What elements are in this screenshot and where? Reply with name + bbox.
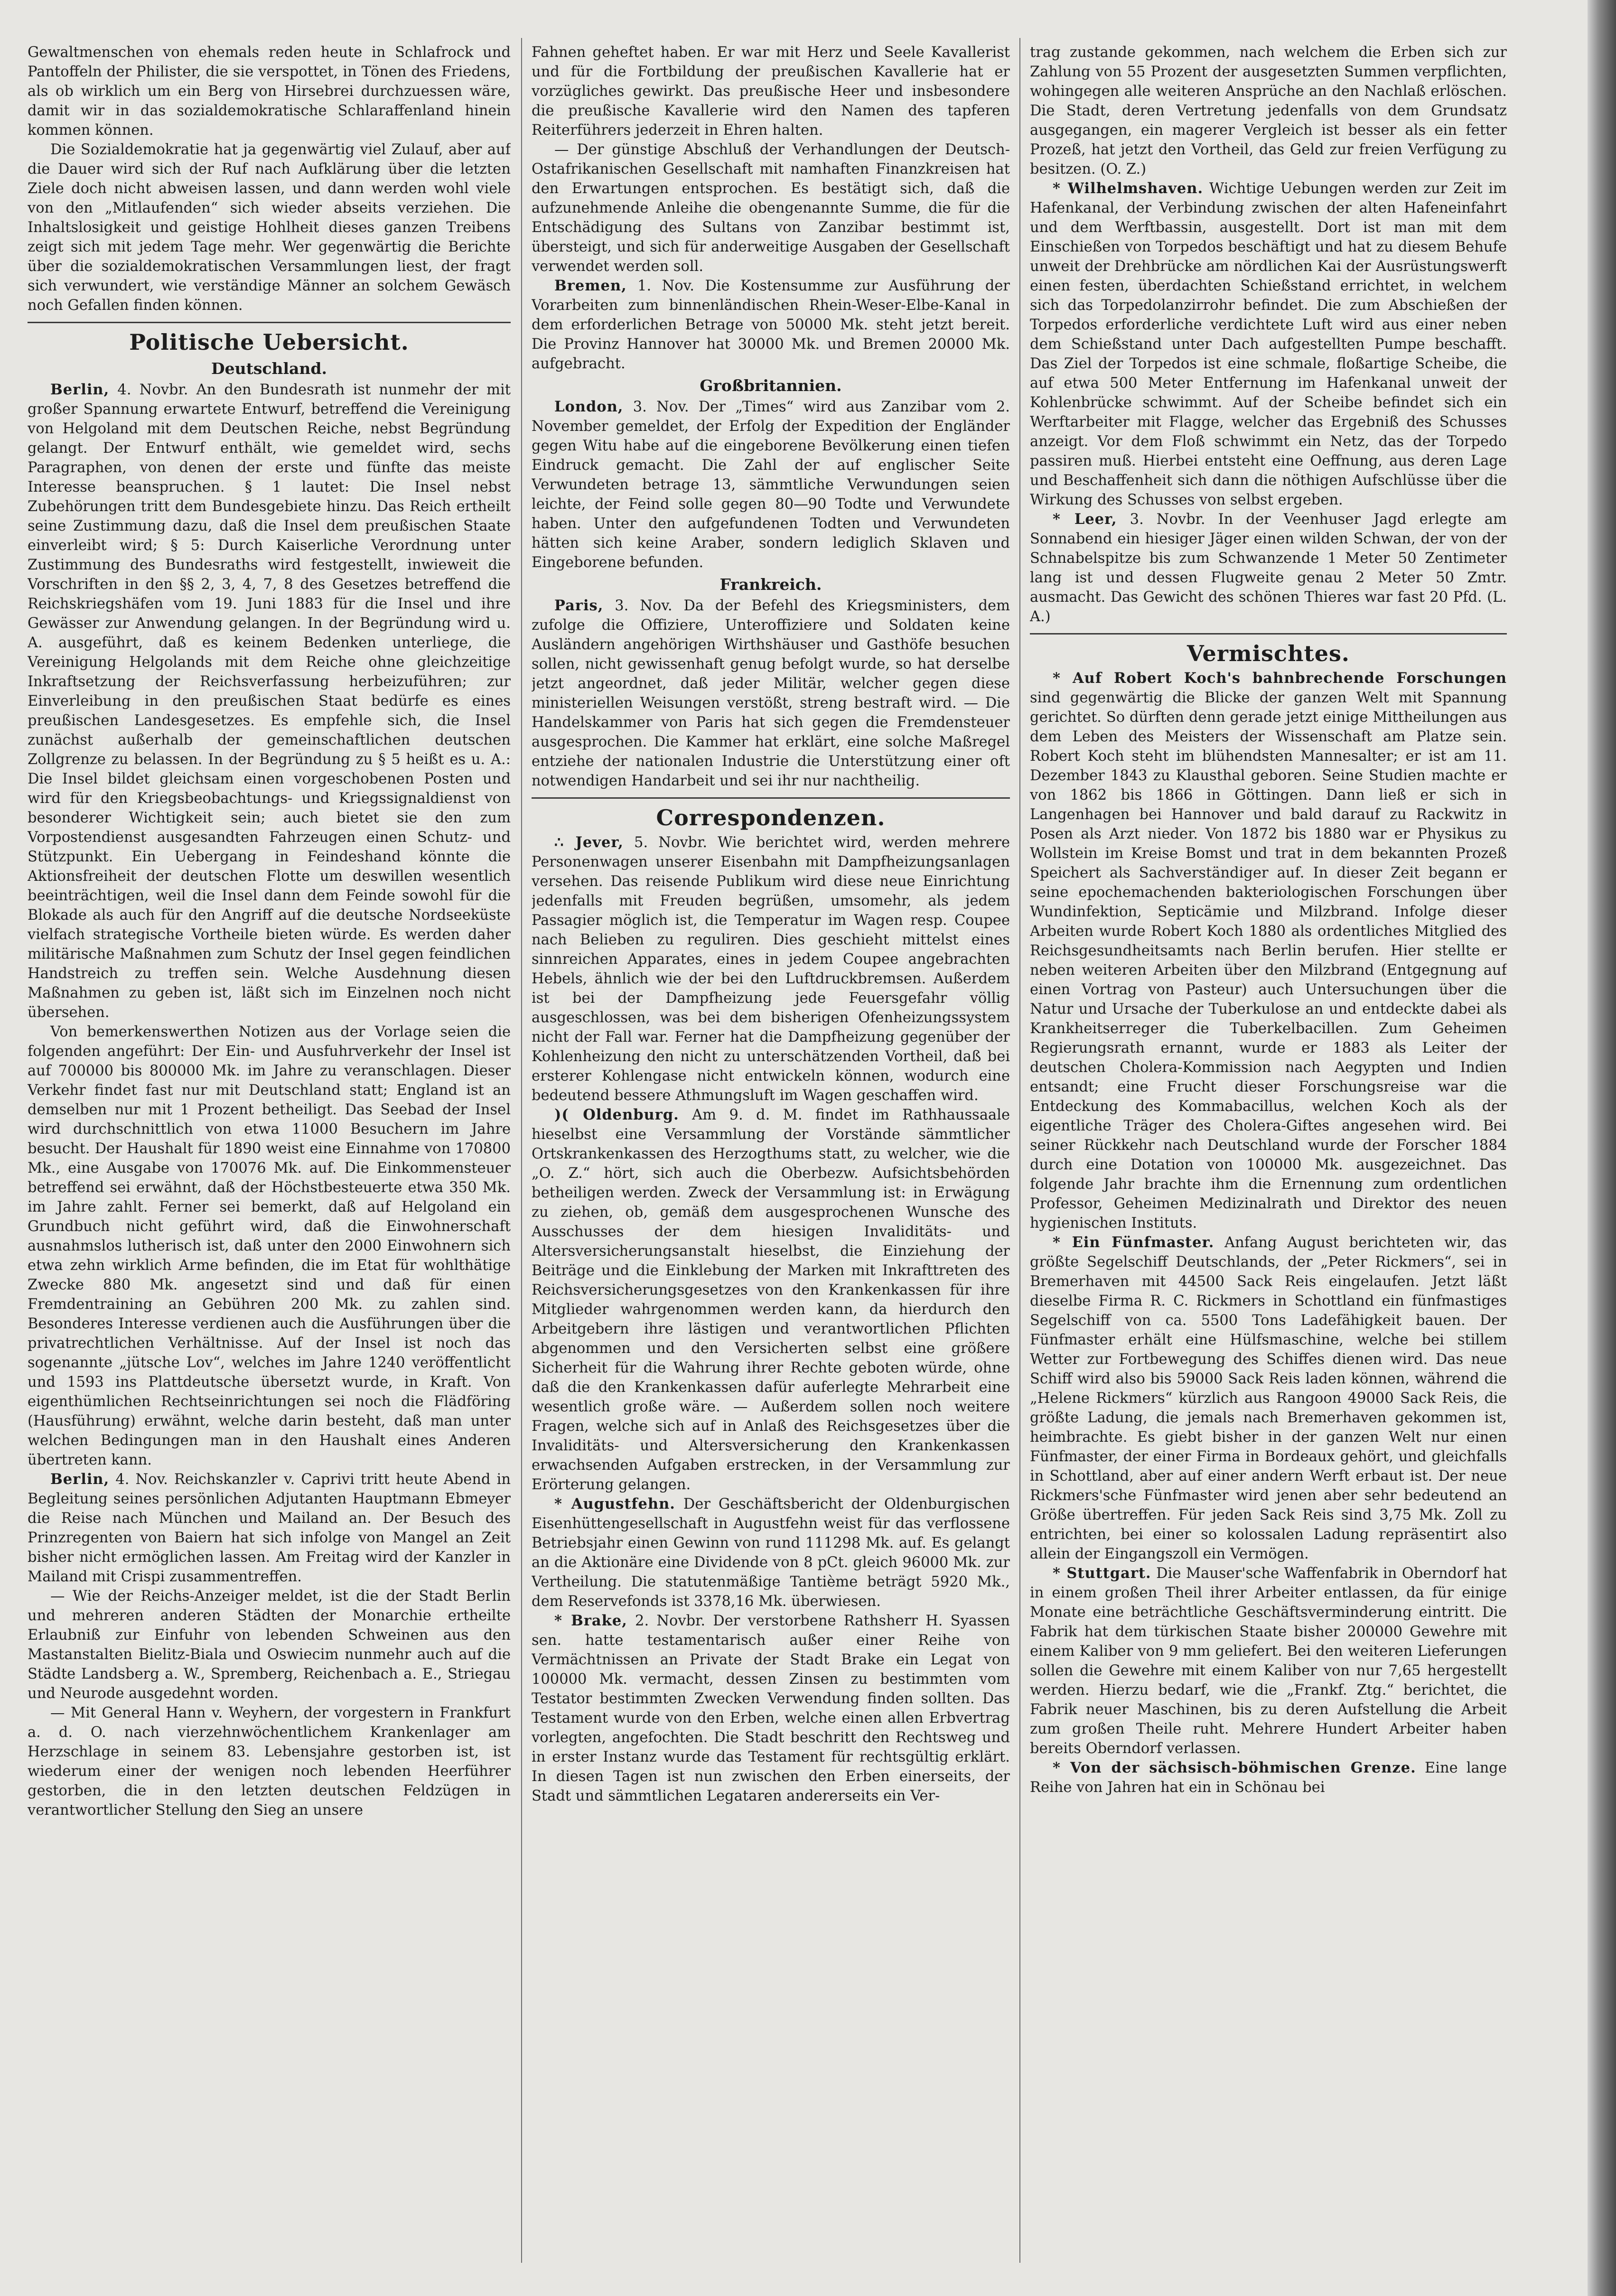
column-rule — [521, 38, 522, 2263]
country-heading: Deutschland. — [211, 359, 327, 378]
article-text: 3. Nov. Der „Times“ wird aus Zanzibar vom 2. November gemeldet, der Erfolg der Expedition der Engländer gegen Witu habe auf die eingeborene Bevölkerung einen tiefen Eindruck gemacht. Die Zahl der auf englischer Seite Verwundeten betrage 13, sämmtliche Verwundungen seien leichte, der Feind solle gegen 80—90 Todte und Verwundete haben. Unter den aufgefundenen Todten und Verwundeten hätten sich keine Araber, sondern lediglich Sklaven und Eingeborene befunden. — [532, 399, 1010, 571]
article-dateline: * Von der sächsisch-böhmischen Grenze. — [1053, 1759, 1416, 1776]
article-paragraph — [1030, 179, 1507, 510]
article-list — [532, 596, 1010, 791]
article-dateline: ∴ Jever, — [554, 834, 624, 851]
article-dateline: Berlin, — [50, 381, 110, 398]
column-middle — [532, 43, 1010, 2263]
column-rule — [1019, 38, 1020, 2263]
article-text: Der Geschäftsbericht der Oldenburgischen Eisenhüttengesellschaft in Augustfehn weist für das verflossene Betriebsjahr einen Gewinn von rund 111298 Mk. auf. Es gelangt an die Aktionäre eine Dividende von 8 pCt. gleich 96000 Mk. zur Vertheilung. Die statutenmäßige Tantième beträgt 5920 Mk., dem Reservefonds ist 3378,16 Mk. überwiesen. — [532, 1496, 1010, 1610]
article-text: 2. Novbr. Der verstorbene Rathsherr H. Syassen sen. hatte testamentarisch außer einer Reihe von Vermächtnissen an Private der Stadt Brake ein Legat von 100000 Mk. vermacht, dessen Zinsen zu bestimmten vom Testator bestimmten Zwecken Verwendung finden sollten. Das Testament wurde von den Erben, welche einen allen Erbvertrag vorlegten, angefochten. Die Stadt beschritt den Rechtsweg und in erster Instanz wurde das Testament für rechtsgültig erklärt. In diesen Tagen ist nun zwischen den Erben einerseits, der Stadt und sämmtlichen Legataren andererseits ein Ver- — [532, 1613, 1010, 1804]
article-dateline: Berlin, — [50, 1471, 110, 1488]
article-text: — Der günstige Abschluß der Verhandlungen der Deutsch-Ostafrikanischen Gesellschaft mit namhaften Finanzkreisen hat den Erwartungen entsprochen. Es bestätigt sich, daß die aufzunehmende Anleihe die obengenannte Summe, die für die Entschädigung des Sultans von Zanzibar bestimmt ist, übersteigt, und sich für anderweitige Ausgaben der Gesellschaft verwendet werden soll. — [532, 141, 1010, 275]
article-text: trag zustande gekommen, nach welchem die Erben sich zur Zahlung von 55 Prozent der ausgesetzten Summen verpflichten, wohingegen alle weiteren Ansprüche an den Nachlaß erlöschen. Die Stadt, deren Vertretung jedenfalls von dem Grundsatz ausgegangen, ein magerer Vergleich ist besser als ein fetter Prozeß, hat jetzt den Vortheil, das Geld zur freien Verfügung zu besitzen. (O. Z.) — [1030, 44, 1507, 177]
article-paragraph — [1030, 510, 1507, 626]
article-text: sind gegenwärtig die Blicke der ganzen Welt mit Spannung gerichtet. So dürften denn gerade jetzt einige Mittheilungen aus dem Leben des Meisters der Wissenschaft am Platze sein. Robert Koch steht im blühendsten Mannesalter; er ist am 11. Dezember 1843 zu Klausthal geboren. Seine Studien machte er von 1862 bis 1866 in Göttingen. Dann ließ er sich in Langenhagen bei Hannover und bald darauf zu Rackwitz in Posen als Arzt nieder. Von 1872 bis 1880 war er Physikus zu Wollstein im Kreise Bomst und trat in dem bekannten Prozeß Speichert als Sachverständiger auf. In dieser Zeit begann er seine epochemachenden bakteriologischen Forschungen über Wundinfektion, Septicämie und Milzbrand. Infolge dieser Arbeiten wurde Robert Koch 1880 als ordentliches Mitglied des Reichsgesundheitsamts nach Berlin berufen. Hier stellte er neben weiteren Arbeiten über den Milzbrand (Entgegnung auf einen Vortrag von Pasteur) auch Untersuchungen über die Natur und Ursache der Tuberkulose an und entdeckte dabei als Krankheitserreger die Tuberkelbacillen. Zum Geheimen Regierungsrath ernannt, wurde er 1883 als Leiter der deutschen Cholera-Kommission nach Aegypten und Indien entsandt; eine Frucht dieser Forschungsreise war die Entdeckung des Kommabacillus, welchen Koch als der eigentliche Träger des Cholera-Giftes angesehen wird. Bei seiner Rückkehr nach Deutschland wurde der Forscher 1884 durch eine Dotation von 100000 Mk. ausgezeichnet. Das folgende Jahr brachte ihm die Ernennung zum ordentlichen Professor, Geheimen Medizinalrath und Direktor des neuen hygienischen Instituts. — [1030, 690, 1507, 1232]
article-paragraph — [532, 43, 1010, 140]
article-dateline: * Leer, — [1053, 511, 1117, 528]
article-paragraph — [28, 1470, 511, 1587]
article-text: 3. Nov. Da der Befehl des Kriegsministers, dem zufolge die Offiziere, Unteroffiziere und Soldaten keine Ausländern angehörigen Wirthshäuser und Gasthöfe besuchen sollen, nicht gewissenhaft genug befolgt wurde, so hat derselbe jetzt angeordnet, daß jeder Militär, welcher gegen diese ministeriellen Weisungen verstößt, streng bestraft wird. — Die Handelskammer von Paris hat sich gegen die Fremdensteuer ausgesprochen. Die Kammer hat erklärt, eine solche Maßregel entziehe der nationalen Industrie die Unterstützung einer oft notwendigen Handarbeit und sei ihr nur nachtheilig. — [532, 597, 1010, 789]
article-dateline: * Augustfehn. — [554, 1495, 675, 1512]
article-paragraph — [532, 596, 1010, 791]
article-text: 3. Novbr. In der Veenhuser Jagd erlegte am Sonnabend ein hiesiger Jäger einen wilden Schwan, der von der Schnabelspitze bis zum Schwanzende 1 Meter 50 Zentimeter lang ist und dessen Flugweite genau 2 Meter 50 Zmtr. ausmacht. Das Gewicht des schönen Thieres war fast 20 Pfd. (L. A.) — [1030, 511, 1507, 625]
article-paragraph — [532, 1105, 1010, 1494]
article-dateline: London, — [554, 398, 624, 415]
country-heading: Frankreich. — [719, 575, 822, 594]
article-paragraph — [532, 140, 1010, 276]
section-title-miscellaneous: Vermischtes. — [1187, 641, 1350, 666]
section-title-correspondence: Correspondenzen. — [656, 805, 886, 831]
article-text: 4. Novbr. An den Bundesrath ist nunmehr der mit großer Spannung erwartete Entwurf, betreffend die Vereinigung von Helgoland mit dem Deutschen Reiche, nebst Begründung gelangt. Der Entwurf enthält, wie gemeldet wird, sechs Paragraphen, von denen der erste und fünfte das meiste Interesse beanspruchen. § 1 lautet: Die Insel nebst Zubehörungen tritt dem Bundesgebiete hinzu. Das Reich ertheilt seine Zustimmung dazu, daß die Insel dem preußischen Staate einverleibt wird; § 5: Durch Kaiserliche Verordnung unter Zustimmung des Bundesraths wird festgestellt, inwieweit die Vorschriften in den §§ 2, 3, 4, 7, 8 des Gesetzes betreffend die Reichskriegshäfen vom 19. Juni 1883 für die Insel und ihre Gewässer zur Anwendung gelangen. In der Begründung wird u. A. ausgeführt, daß es keinem Bedenken unterliege, die Vereinigung Helgolands mit dem Reiche ohne gleichzeitige Inkraftsetzung der Reichsverfassung herbeizuführen; zur Einverleibung in den preußischen Staat bedürfe es eines preußischen Landesgesetzes. Es empfehle sich, die Insel zunächst außerhalb der gemeinschaftlichen deutschen Zollgrenze zu belassen. In der Begründung zu § 5 heißt es u. A.: Die Insel bildet gleichsam einen vorgeschobenen Posten und wird für den Kriegsbeobachtungs- und Kriegssignaldienst von besonderer Wichtigkeit sein; auch bietet sie den zum Vorpostendienst ausgesandten Fahrzeugen einen Schutz- und Stützpunkt. Ein Uebergang in Feindeshand könnte die Aktionsfreiheit der deutschen Flotte um deswillen wesentlich beeinträchtigen, weil die Insel dann dem Feinde sowohl für die Blokade als auch für den Angriff auf die deutsche Nordseeküste vielfach strategische Vortheile bieten würde. Es werden daher militärische Maßnahmen zum Schutz der Insel gegen feindlichen Handstreich zu treffen sein. Welche Ausdehnung diesen Maßnahmen zu geben ist, läßt sich im Einzelnen noch nicht übersehen. — [28, 382, 511, 1021]
article-paragraph — [1030, 43, 1507, 179]
article-paragraph — [532, 833, 1010, 1105]
column-left — [28, 43, 511, 2263]
section-divider — [532, 797, 1010, 799]
article-text: Am 9. d. M. findet im Rathhaussaale hieselbst eine Versammlung der Vorstände sämmtlicher Ortskrankenkassen des Herzogthums statt, zu welcher, wie die „O. Z.“ hört, sich auch die Oberbezw. Aufsichtsbehörden betheiligen werden. Zweck der Versammlung ist: in Erwägung zu ziehen, ob, gemäß dem ausgesprochenen Wunsche des Ausschusses der dem hiesigen Invaliditäts- und Altersversicherungsanstalt hieselbst, die Einziehung der Beiträge und die Einklebung der Marken mit Inkrafttreten des Reichsversicherungsgesetzes von den Krankenkassen für ihre Mitglieder wahrgenommen werden kann, da hierdurch den Arbeitgebern ihre lästigen und verantwortlichen Pflichten abgenommen und den Versicherten selbst eine größere Sicherheit für die Wahrung ihrer Rechte geboten würde, ohne daß die den Krankenkassen dafür auferlegte Mehrarbeit eine wesentlich große wäre. — Außerdem sollen noch weitere Fragen, welche sich auf in Anlaß des Reichsgesetzes über die Invaliditäts- und Altersversicherung den Krankenkassen erwachsenden Aufgaben erstrecken, in der Versammlung zur Erörterung gelangen. — [532, 1107, 1010, 1493]
article-list — [28, 380, 511, 1820]
country-heading: Großbritannien. — [700, 376, 842, 395]
article-paragraph — [532, 1494, 1010, 1611]
article-dateline: * Ein Fünfmaster. — [1053, 1234, 1214, 1251]
paragraph: Die Sozialdemokratie hat ja gegenwärtig viel Zulauf, aber auf die Dauer wird sich der Ruf nach Aufklärung über die letzten Ziele doch nicht abweisen lassen, und dann werden wohl viele von den „Mitlaufenden“ sich wieder abseits verziehen. Die Inhaltslosigkeit und geistige Hohlheit dieses ganzen Treibens zeigt sich mit jedem Tage mehr. Wer gegenwärtig die Berichte über die sozialdemokratischen Versammlungen liest, der fragt sich verwundert, wie verständige Männer an solchem Gewäsch noch Gefallen finden können. — [28, 141, 511, 314]
article-paragraph — [28, 1022, 511, 1470]
article-list — [532, 833, 1010, 1806]
article-list — [532, 43, 1010, 373]
section-divider — [28, 322, 511, 323]
article-paragraph — [1030, 669, 1507, 1233]
article-text: — Wie der Reichs-Anzeiger meldet, ist die der Stadt Berlin und mehreren anderen Städten der Monarchie ertheilte Erlaubniß zur Einfuhr von lebenden Schweinen aus den Mastanstalten Bielitz-Biala und Oswiecim nunmehr auch auf die Städte Landsberg a. W., Spremberg, Reichenbach a. E., Striegau und Neurode ausgedehnt worden. — [28, 1588, 511, 1702]
article-dateline: * Stuttgart. — [1053, 1565, 1151, 1582]
article-text: Die Mauser'sche Waffenfabrik in Oberndorf hat in einem großen Theil ihrer Arbeiter entlassen, da für einige Monate eine beträchtliche Geschäftsverminderung eintritt. Die Fabrik hat dem türkischen Staate bisher 200000 Gewehre mit einem Kaliber von 9 mm geliefert. Bei den weiteren Lieferungen sollen die Gewehre mit einem Kaliber von nur 7,65 hergestellt werden. Hierzu bedarf, wie die „Frankf. Ztg.“ berichtet, die Fabrik neuer Maschinen, bis zu deren Aufstellung die Arbeit zum großen Theile ruht. Mehrere Hundert Arbeiter haben bereits Oberndorf verlassen. — [1030, 1565, 1507, 1757]
article-text: Anfang August berichteten wir, das größte Segelschiff Deutschlands, der „Peter Rickmers“, sei in Bremerhaven mit 44500 Sack Reis eingelaufen. Jetzt läßt dieselbe Firma R. C. Rickmers in Schottland ein fünfmastiges Segelschiff von ca. 5500 Tons Ladefähigkeit bauen. Der Fünfmaster erhält eine Hülfsmaschine, welche bei stillem Wetter zur Fortbewegung des Schiffes dienen wird. Das neue Schiff wird also bis 59000 Sack Reis laden können, während die „Helene Rickmers“ kürzlich aus Rangoon 49000 Sack Reis, die größte Ladung, die jemals nach Bremerhaven gekommen ist, heimbrachte. Es giebt bisher in der ganzen Welt nur einen Fünfmaster, der einer Firma in Bordeaux gehört, und gleichfalls in Schottland, aber auf einer andern Werft erbaut ist. Der neue Rickmers'sche Fünfmaster wird jenen aber sehr bedeutend an Größe übertreffen. Für jeden Sack Reis sind 3,75 Mk. Zoll zu entrichten, bei einer so kolossalen Ladung repräsentirt also allein der Eingangszoll ein Vermögen. — [1030, 1234, 1507, 1562]
section-title-politics: Politische Uebersicht. — [129, 329, 409, 355]
page-edge — [1588, 0, 1616, 2296]
article-dateline: * Brake, — [554, 1612, 627, 1629]
article-paragraph — [532, 276, 1010, 373]
article-paragraph — [28, 1703, 511, 1820]
article-paragraph — [532, 397, 1010, 572]
article-dateline: Bremen, — [554, 277, 627, 294]
article-paragraph — [1030, 1564, 1507, 1758]
article-paragraph — [1030, 1758, 1507, 1797]
column-right — [1030, 43, 1507, 2263]
article-text: Wichtige Uebungen werden zur Zeit im Hafenkanal, der Verbindung zwischen der alten Hafeneinfahrt und dem Werftbassin, ausgestellt. Dort ist man mit dem Einschießen von Torpedos beschäftigt und hat zu diesem Behufe unweit der Drehbrücke am nördlichen Kai der Ausrüstungswerft einen festen, überdachten Schießstand errichtet, in welchem sich das Torpedolanzirrohr befindet. Die zum Abschießen der Torpedos erforderliche verdichtete Luft wird aus einer neben dem Schießstand unter Dach aufgestellten Pumpe beschafft. Das Ziel der Torpedos ist eine schmale, floßartige Scheibe, die auf etwa 500 Meter Entfernung im Hafenkanal unweit der Kohlenbrücke schwimmt. Auf der Scheibe befindet sich ein Werftarbeiter mit Flagge, welcher das Ergebniß des Schusses anzeigt. Vor dem Floß schwimmt ein Netz, das der Torpedo passiren muß. Hierbei entsteht eine Oeffnung, aus deren Lage und Beschaffenheit sich dann die nöthigen Aufschlüsse über die Wirkung des Schusses von selbst ergeben. — [1030, 180, 1507, 508]
article-text: Von bemerkenswerthen Notizen aus der Vorlage seien die folgenden angeführt: Der Ein- und Ausfuhrverkehr der Insel ist auf 700000 bis 800000 Mk. im Jahre zu veranschlagen. Dieser Verkehr findet fast nur mit Deutschland statt; England ist an demselben nur mit 1 Prozent betheiligt. Das Seebad der Insel wird durchschnittlich von etwa 11000 Besuchern im Jahre besucht. Der Haushalt für 1890 weist eine Einnahme von 170800 Mk., eine Ausgabe von 170076 Mk. auf. Die Einkommensteuer betreffend sei erwähnt, daß der Höchstbesteuerte etwa 350 Mk. im Jahre zahlt. Ferner sei bemerkt, daß auf Helgoland ein Grundbuch nicht geführt wird, daß die Einwohnerschaft ausnahmslos lutherisch ist, daß unter den 2000 Einwohnern sich etwa zehn wirklich Arme befinden, die im Etat für wohlthätige Zwecke 880 Mk. angesetzt sind und daß für einen Fremdentraining an Gebühren 200 Mk. zu zahlen sind. Besonderes Interesse verdienen auch die Ausführungen über die privatrechtlichen Verhältnisse. Auf der Insel ist noch das sogenannte „jütsche Lov“, welches im Jahre 1240 veröffentlicht und 1593 ins Plattdeutsche übersetzt wurde, in Kraft. Von eigenthümlichen Rechtseinrichtungen sei noch die Flädföring (Hausführung) erwähnt, welche darin besteht, daß man unter welchen Bedingungen man in den Haushalt eines Anderen übertreten kann. — [28, 1024, 511, 1468]
article-paragraph — [28, 380, 511, 1022]
article-text: — Mit General Hann v. Weyhern, der vorgestern in Frankfurt a. d. O. nach vierzehnwöchentlichem Krankenlager am Herzschlage in seinem 83. Lebensjahre gestorben ist, ist wiederum einer der wenigen noch lebenden Heerführer gestorben, die in den letzten deutschen Feldzügen in verantwortlicher Stellung den Sieg an unsere — [28, 1705, 511, 1819]
paragraph: Gewaltmenschen von ehemals reden heute in Schlafrock und Pantoffeln der Philister, die sie verspottet, in Tönen des Friedens, als ob wirklich um ein Berg von Hirsebrei durchzuessen wäre, damit wir in das sozialdemokratische Schlaraffenland hinein kommen können. — [28, 44, 511, 139]
article-list — [1030, 669, 1507, 1797]
section-divider — [1030, 633, 1507, 635]
article-list — [1030, 43, 1507, 626]
article-paragraph — [532, 1611, 1010, 1806]
article-paragraph — [28, 1587, 511, 1703]
article-dateline: * Wilhelmshaven. — [1053, 180, 1204, 197]
article-dateline: * Auf Robert Koch's bahnbrechende Forschungen — [1053, 670, 1507, 687]
article-text: Eine lange Reihe von Jahren hat ein in Schönau bei — [1030, 1760, 1507, 1796]
article-paragraph — [1030, 1233, 1507, 1564]
article-dateline: Paris, — [554, 597, 604, 614]
article-dateline: )( Oldenburg. — [554, 1106, 679, 1123]
article-text: 5. Novbr. Wie berichtet wird, werden mehrere Personenwagen unserer Eisenbahn mit Dampfheizungsanlagen versehen. Das reisende Publikum wird diese neue Einrichtung jedenfalls mit Freuden begrüßen, umsomehr, als jedem Passagier möglich ist, die Temperatur im Wagen resp. Coupee nach Belieben zu reguliren. Dies geschieht mittelst eines sinnreichen Apparates, eines in jedem Coupee angebrachten Hebels, ähnlich wie der bei den Luftdruckbremsen. Außerdem ist bei der Dampfheizung jede Feuersgefahr völlig ausgeschlossen, was bei dem bisherigen Ofenheizungssystem nicht der Fall war. Ferner hat die Dampfheizung gegenüber der Kohlenheizung den nicht zu unterschätzenden Vortheil, daß bei ersterer Kohlengase nicht entwickeln können, wodurch eine bedeutend bessere Athmungsluft im Wagen geschaffen wird. — [532, 834, 1010, 1104]
article-text: Fahnen geheftet haben. Er war mit Herz und Seele Kavallerist und für die Fortbildung der preußischen Kavallerie hat er vorzügliches gewirkt. Das preußische Heer und insbesondere die preußische Kavallerie wird den Namen des tapferen Reiterführers jederzeit in Ehren halten. — [532, 44, 1010, 139]
article-text: 4. Nov. Reichskanzler v. Caprivi tritt heute Abend in Begleitung seines persönlichen Adjutanten Hauptmann Ebmeyer die Reise nach München und Mailand an. Der Besuch des Prinzregenten von Baiern hat sich infolge von Mangel an Zeit bisher nicht ermöglichen lassen. Am Freitag wird der Kanzler in Mailand mit Crispi zusammentreffen. — [28, 1471, 511, 1585]
article-list — [532, 397, 1010, 572]
article-text: 1. Nov. Die Kostensumme zur Ausführung der Vorarbeiten zum binnenländischen Rhein-Weser-Elbe-Kanal in dem erforderlichen Betrage von 50000 Mk. steht jetzt bereit. Die Provinz Hannover hat 30000 Mk. und Bremen 20000 Mk. aufgebracht. — [532, 278, 1010, 372]
